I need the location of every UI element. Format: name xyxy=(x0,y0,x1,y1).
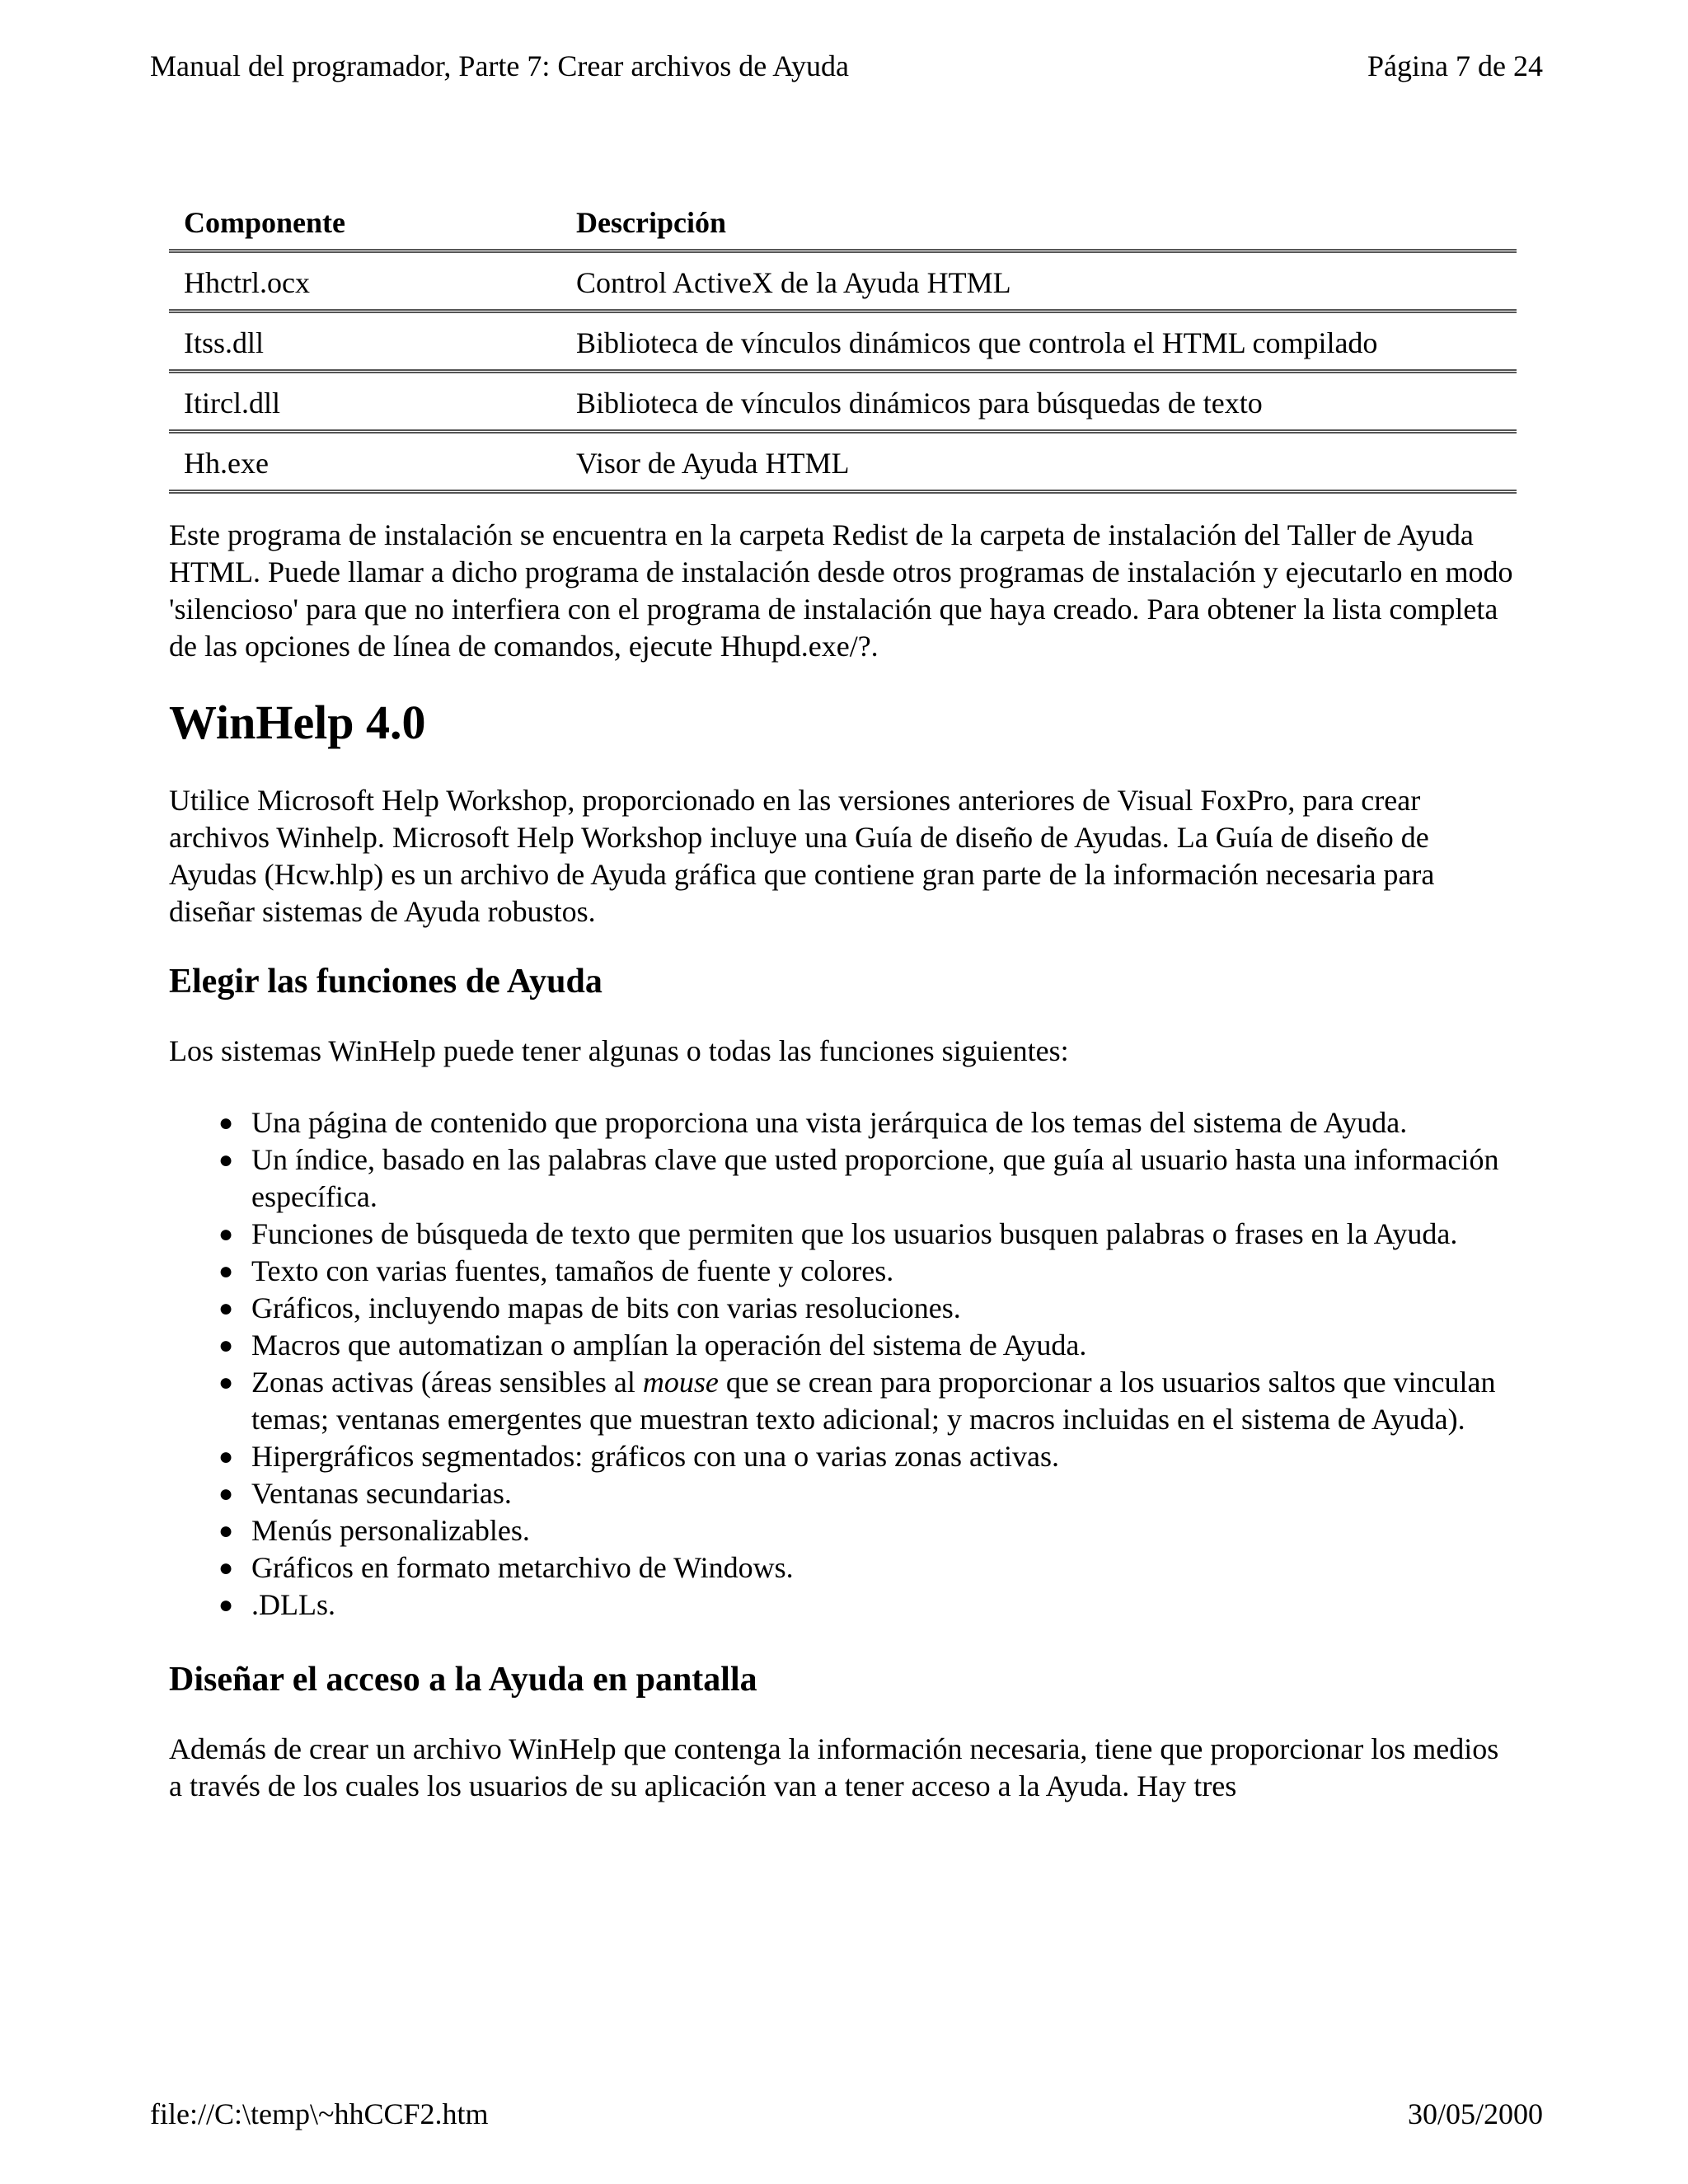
bullet-icon: ● xyxy=(218,1258,234,1285)
table-cell-component: Hhctrl.ocx xyxy=(169,251,561,312)
bullet-icon: ● xyxy=(218,1554,234,1582)
list-item-text: Ventanas secundarias. xyxy=(251,1477,512,1510)
bullet-icon: ● xyxy=(218,1221,234,1248)
list-item xyxy=(218,1475,1517,1512)
table-row xyxy=(169,432,1517,492)
list-item xyxy=(218,1549,1517,1586)
list-item xyxy=(218,1141,1517,1216)
list-item-text: Una página de contenido que proporciona una vista jerárquica de los temas del sistema de Ayuda. xyxy=(251,1106,1408,1139)
list-item-text: Macros que automatizan o amplían la operación del sistema de Ayuda. xyxy=(251,1329,1087,1361)
bullet-icon: ● xyxy=(218,1109,234,1137)
list-item-text: Hipergráficos segmentados: gráficos con una o varias zonas activas. xyxy=(251,1440,1059,1473)
list-item xyxy=(218,1586,1517,1624)
bullet-icon: ● xyxy=(218,1591,234,1619)
list-item-text-after: que se crean para proporcionar a los usuarios saltos que vinculan temas; ventanas emergentes que muestran texto adicional; y macros incluidas en el sistema de Ayuda). xyxy=(251,1366,1496,1436)
list-item xyxy=(218,1290,1517,1327)
table-cell-description: Biblioteca de vínculos dinámicos que controla el HTML compilado xyxy=(561,312,1517,372)
list-item xyxy=(218,1104,1517,1141)
table-header-row xyxy=(169,194,1517,251)
list-item-text: Gráficos en formato metarchivo de Windows. xyxy=(251,1551,794,1584)
bullet-icon: ● xyxy=(218,1517,234,1544)
file-path: file://C:\temp\~hhCCF2.htm xyxy=(150,2097,489,2130)
winhelp-paragraph: Utilice Microsoft Help Workshop, proporcionado en las versiones anteriores de Visual FoxPro, para crear archivos Winhelp. Microsoft Help Workshop incluye una Guía de diseño de Ayudas. La Guía de diseño de Ayudas (Hcw.hlp) es un archivo de Ayuda gráfica que contiene gran parte de la información necesaria para diseñar sistemas de Ayuda robustos. xyxy=(169,784,1435,928)
table-cell-description: Visor de Ayuda HTML xyxy=(561,432,1517,492)
table-row xyxy=(169,312,1517,372)
list-item-text-before: Zonas activas (áreas sensibles al xyxy=(251,1366,643,1399)
table-row xyxy=(169,372,1517,432)
list-item xyxy=(218,1512,1517,1549)
list-item-text: Menús personalizables. xyxy=(251,1514,530,1547)
column-header-description: Descripción xyxy=(561,194,1517,251)
bullet-icon: ● xyxy=(218,1146,234,1174)
list-item-text: .DLLs. xyxy=(251,1588,335,1621)
document-title: Manual del programador, Parte 7: Crear archivos de Ayuda xyxy=(150,49,849,82)
table-cell-component: Itss.dll xyxy=(169,312,561,372)
list-item-hotspots xyxy=(218,1364,1517,1438)
page-number: Página 7 de 24 xyxy=(1367,49,1543,82)
access-heading: Diseñar el acceso a la Ayuda en pantalla xyxy=(169,1661,757,1699)
list-item xyxy=(218,1438,1517,1475)
list-item-text: Un índice, basado en las palabras clave que usted proporcione, que guía al usuario hasta una información específica. xyxy=(251,1143,1499,1213)
page-footer xyxy=(150,2096,1543,2132)
bullet-icon: ● xyxy=(218,1480,234,1507)
table-cell-description: Control ActiveX de la Ayuda HTML xyxy=(561,251,1517,312)
bullet-icon: ● xyxy=(218,1295,234,1322)
print-date: 30/05/2000 xyxy=(1407,2097,1543,2130)
mouse-emphasis: mouse xyxy=(642,1366,719,1399)
table-cell-component: Itircl.dll xyxy=(169,372,561,432)
list-item-text: Texto con varias fuentes, tamaños de fuente y colores. xyxy=(251,1254,894,1287)
list-item-text: Gráficos, incluyendo mapas de bits con varias resoluciones. xyxy=(251,1291,961,1324)
bullet-icon: ● xyxy=(218,1443,234,1470)
document-body xyxy=(169,194,1517,1805)
access-paragraph: Además de crear un archivo WinHelp que contenga la información necesaria, tiene que proporcionar los medios a través de los cuales los usuarios de su aplicación van a tener acceso a la Ayuda. Hay tres xyxy=(169,1732,1499,1802)
winhelp-heading: WinHelp 4.0 xyxy=(169,696,426,749)
functions-heading: Elegir las funciones de Ayuda xyxy=(169,963,603,1001)
list-item xyxy=(218,1327,1517,1364)
list-item xyxy=(218,1253,1517,1290)
install-paragraph: Este programa de instalación se encuentra en la carpeta Redist de la carpeta de instalación del Taller de Ayuda HTML. Puede llamar a dicho programa de instalación desde otros programas de instalación y ejecutarlo en modo 'silencioso' para que no interfiera con el programa de instalación que haya creado. Para obtener la lista completa de las opciones de línea de comandos, ejecute Hhupd.exe/?. xyxy=(169,518,1513,663)
table-row xyxy=(169,251,1517,312)
page-header xyxy=(150,48,1543,84)
table-cell-component: Hh.exe xyxy=(169,432,561,492)
list-item xyxy=(218,1216,1517,1253)
column-header-component: Componente xyxy=(169,194,561,251)
components-table xyxy=(169,194,1517,494)
list-item-text: Funciones de búsqueda de texto que permiten que los usuarios busquen palabras o frases en la Ayuda. xyxy=(251,1217,1458,1250)
bullet-icon: ● xyxy=(218,1332,234,1359)
features-list xyxy=(169,1104,1517,1624)
bullet-icon: ● xyxy=(218,1369,234,1396)
functions-intro: Los sistemas WinHelp puede tener algunas o todas las funciones siguientes: xyxy=(169,1034,1069,1067)
table-cell-description: Biblioteca de vínculos dinámicos para búsquedas de texto xyxy=(561,372,1517,432)
